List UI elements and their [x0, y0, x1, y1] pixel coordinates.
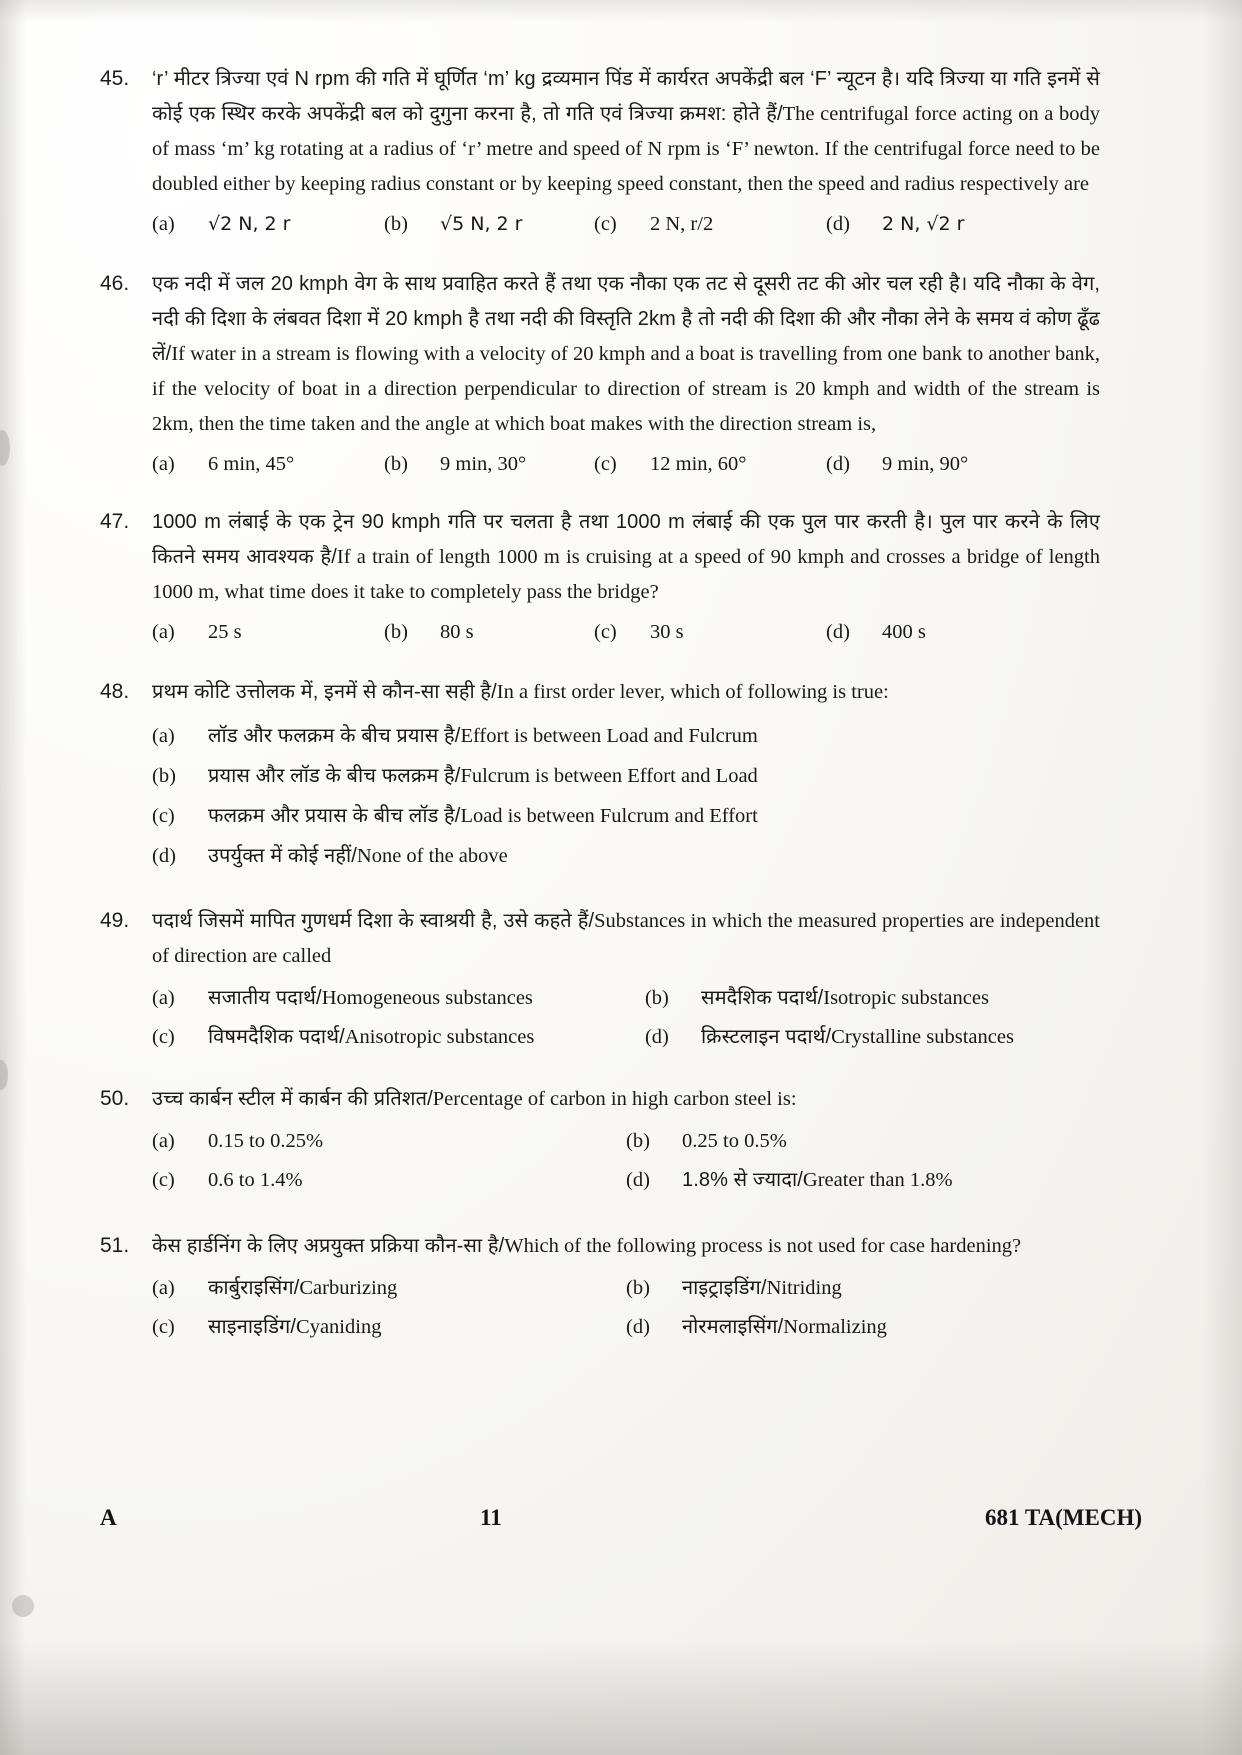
option-text-english: Greater than 1.8% — [802, 1169, 953, 1191]
question-stem-hindi: केस हार्डनिंग के लिए अप्रयुक्त प्रक्रिया कौन-सा है/ — [152, 1235, 505, 1257]
option-text-hindi: क्रिस्टलाइन पदार्थ/ — [700, 1026, 832, 1048]
question-stem — [152, 505, 1100, 610]
option-c[interactable] — [152, 1309, 626, 1346]
option-tag: (b) — [384, 213, 408, 235]
question-stem-hindi: एक नदी में जल 20 kmph वेग के साथ प्रवाहित करते हैं तथा एक नौका एक तट से दूसरी तट की ओर चल रही है। यदि नौका के वेग, नदी की दिशा के लंबवत दिशा में 20 kmph है तथा नदी की विस्तृति 2km है तो नदी की दिशा की और नौका लेने के समय वं कोण ढूँढ लें/ — [152, 273, 1100, 365]
question-stem-english: If a train of length 1000 m is cruising at a speed of 90 kmph and crosses a bridge of length 1000 m, what time does it take to completely pass the bridge? — [152, 546, 1100, 603]
question-stem-hindi: पदार्थ जिसमें मापित गुणधर्म दिशा के स्वाश्रयी है, उसे कहते हैं/ — [152, 910, 595, 932]
option-text-hindi: उपर्युक्त में कोई नहीं/ — [208, 845, 357, 867]
question-stem-hindi: 1000 m लंबाई के एक ट्रेन 90 kmph गति पर चलता है तथा 1000 m लंबाई की एक पुल पार करती है। पुल पार करने के लिए कितने समय आवश्यक है/ — [152, 511, 1100, 568]
option-tag: (c) — [152, 805, 175, 827]
question-number: 47. — [100, 510, 130, 533]
option-b[interactable] — [384, 616, 594, 649]
option-text: 30 s — [650, 621, 684, 643]
question-number: 49. — [100, 909, 130, 932]
option-text-english: Homogeneous substances — [321, 987, 533, 1009]
option-text: 25 s — [208, 621, 242, 643]
option-tag: (b) — [626, 1130, 650, 1152]
option-d[interactable] — [152, 838, 1100, 875]
question-49 — [100, 904, 1100, 1058]
question-50 — [100, 1082, 1100, 1201]
booklet-series: A — [100, 1505, 117, 1530]
question-stem-english: The centrifugal force acting on a body of mass ‘m’ kg rotating at a radius of ‘r’ metre and speed of N rpm is ‘F’ newton. If the centrifugal force need to be doubled either by keeping radius constant or by keeping speed constant, then the speed and radius respectively are — [152, 103, 1101, 195]
scan-edge-shadow-right — [1202, 0, 1242, 1755]
option-text-hindi: फलक्रम और प्रयास के बीच लॉड है/ — [208, 805, 461, 827]
option-d[interactable] — [826, 208, 1026, 241]
option-b[interactable] — [626, 1123, 1100, 1160]
option-text-hindi: 1.8% से ज्यादा/ — [682, 1169, 803, 1191]
option-d[interactable] — [826, 448, 1026, 481]
option-c[interactable] — [152, 1019, 645, 1056]
option-tag: (d) — [626, 1169, 650, 1191]
option-text: 2 N, √2 r — [882, 213, 965, 235]
option-a[interactable] — [152, 448, 384, 481]
option-text: 400 s — [882, 621, 926, 643]
scan-edge-shadow-top — [0, 0, 1242, 22]
option-tag: (c) — [152, 1316, 175, 1338]
options-stack — [152, 718, 1100, 875]
option-tag: (b) — [384, 621, 408, 643]
option-tag: (b) — [152, 765, 176, 787]
option-tag: (a) — [152, 453, 175, 475]
option-text: 9 min, 30° — [440, 453, 527, 475]
question-stem-english: Percentage of carbon in high carbon steel is: — [432, 1088, 797, 1110]
option-b[interactable] — [384, 448, 594, 481]
option-text-english: Normalizing — [783, 1316, 887, 1338]
option-text-english: 0.25 to 0.5% — [682, 1130, 787, 1152]
option-text-hindi: नोरमलाइसिंग/ — [682, 1316, 784, 1338]
page-number: 11 — [479, 1505, 502, 1530]
option-tag: (b) — [644, 987, 669, 1009]
option-text: 6 min, 45° — [208, 453, 295, 475]
option-text-hindi: लॉड और फलक्रम के बीच प्रयास है/ — [208, 725, 461, 747]
option-text-english: Carburizing — [299, 1277, 398, 1299]
option-text-hindi: समदैशिक पदार्थ/ — [700, 987, 824, 1009]
option-a[interactable] — [152, 1123, 626, 1160]
question-number: 51. — [100, 1234, 130, 1257]
option-tag: (c) — [594, 453, 617, 475]
option-tag: (c) — [594, 213, 617, 235]
option-text-hindi: प्रयास और लॉड के बीच फलक्रम है/ — [208, 765, 461, 787]
option-d[interactable] — [645, 1019, 1100, 1056]
question-stem-hindi: ‘r’ मीटर त्रिज्या एवं N rpm की गति में घूर्णित ‘m’ kg द्रव्यमान पिंड में कार्यरत अपकेंद्री बल ‘F’ न्यूटन है। यदि त्रिज्या या गति इनमें से कोई एक स्थिर करके अपकेंद्री बल को दुगुना करना है, तो गति एवं त्रिज्या क्रमश: होते हैं/ — [152, 68, 1100, 125]
option-a[interactable] — [152, 1270, 626, 1307]
option-text-english: Anisotropic substances — [344, 1026, 535, 1048]
option-text: 12 min, 60° — [650, 453, 747, 475]
option-text-english: None of the above — [356, 845, 508, 867]
option-b[interactable] — [626, 1270, 1100, 1307]
option-tag: (a) — [152, 987, 175, 1009]
question-stem — [152, 267, 1100, 442]
question-stem-hindi: प्रथम कोटि उत्तोलक में, इनमें से कौन-सा सही है/ — [152, 681, 497, 703]
option-a[interactable] — [152, 980, 645, 1017]
option-b[interactable] — [645, 980, 1100, 1017]
option-tag: (d) — [644, 1026, 669, 1048]
paper-edge-nick — [0, 1060, 8, 1090]
option-c[interactable] — [152, 798, 1100, 835]
option-tag: (b) — [626, 1277, 650, 1299]
question-stem — [152, 675, 1100, 710]
option-tag: (a) — [152, 213, 175, 235]
option-text-english: Cyaniding — [296, 1316, 382, 1338]
option-text-english: Fulcrum is between Effort and Load — [460, 765, 758, 787]
option-b[interactable] — [152, 758, 1100, 795]
option-text: 2 N, r/2 — [650, 213, 714, 235]
option-tag: (a) — [152, 1130, 175, 1152]
option-text-english: Load is between Fulcrum and Effort — [460, 805, 758, 827]
question-number: 50. — [100, 1087, 130, 1110]
question-stem — [152, 1082, 1100, 1117]
option-b[interactable] — [384, 208, 594, 241]
option-text: 80 s — [440, 621, 474, 643]
option-d[interactable] — [626, 1162, 1100, 1199]
question-stem-english: If water in a stream is flowing with a velocity of 20 kmph and a boat is travelling from one bank to another bank, if the velocity of boat in a direction perpendicular to direction of stream is 20 kmph and width of the stream is 2km, then the time taken and the angle at which boat makes with the direction stream is, — [152, 343, 1100, 435]
option-tag: (d) — [152, 845, 176, 867]
option-tag: (b) — [384, 453, 408, 475]
option-text-english: Effort is between Load and Fulcrum — [460, 725, 758, 747]
option-text-hindi: सजातीय पदार्थ/ — [208, 987, 322, 1009]
option-tag: (a) — [152, 1277, 175, 1299]
question-47 — [100, 505, 1100, 649]
option-text-hindi: कार्बुराइसिंग/ — [208, 1277, 300, 1299]
question-number: 46. — [100, 272, 130, 295]
option-c[interactable] — [594, 616, 826, 649]
option-c[interactable] — [152, 1162, 626, 1199]
scan-edge-shadow-bottom — [0, 1605, 1242, 1755]
question-51 — [100, 1229, 1100, 1348]
options-row — [152, 448, 1100, 481]
option-text-hindi: विषमदैशिक पदार्थ/ — [208, 1026, 345, 1048]
paper-edge-nick — [0, 430, 10, 466]
option-tag: (d) — [626, 1316, 650, 1338]
option-a[interactable] — [152, 718, 1100, 755]
question-stem — [152, 1229, 1100, 1264]
question-48 — [100, 675, 1100, 878]
option-text: √5 N, 2 r — [440, 213, 523, 235]
option-text-english: Crystalline substances — [831, 1026, 1014, 1048]
option-a[interactable] — [152, 208, 384, 241]
option-text-english: 0.15 to 0.25% — [208, 1130, 324, 1152]
paper-edge-nick — [12, 1595, 34, 1617]
option-text-english: Isotropic substances — [823, 987, 989, 1009]
option-c[interactable] — [594, 208, 826, 241]
options-grid — [152, 980, 1100, 1058]
options-row — [152, 208, 1100, 241]
question-stem-english: In a first order lever, which of following is true: — [496, 681, 889, 703]
option-tag: (c) — [152, 1169, 175, 1191]
scan-edge-shadow-left — [0, 0, 26, 1755]
option-text: √2 N, 2 r — [208, 213, 291, 235]
option-text-english: 0.6 to 1.4% — [208, 1169, 303, 1191]
option-tag: (c) — [152, 1026, 175, 1048]
option-d[interactable] — [826, 616, 1026, 649]
options-grid — [152, 1270, 1100, 1348]
paper-code: 681 TA(MECH) — [985, 1505, 1142, 1530]
question-stem-english: Which of the following process is not used for case hardening? — [504, 1235, 1022, 1257]
option-a[interactable] — [152, 616, 384, 649]
question-45 — [100, 62, 1100, 241]
option-tag: (d) — [826, 213, 850, 235]
question-number: 48. — [100, 680, 130, 703]
option-tag: (d) — [826, 453, 850, 475]
option-text-hindi: नाइट्राइडिंग/ — [682, 1277, 767, 1299]
question-stem-english: Substances in which the measured properties are independent of direction are called — [152, 910, 1101, 967]
option-text: 9 min, 90° — [882, 453, 969, 475]
options-grid — [152, 1123, 1100, 1201]
page-footer — [100, 1505, 1142, 1531]
option-c[interactable] — [594, 448, 826, 481]
option-tag: (c) — [594, 621, 617, 643]
question-list — [100, 62, 1100, 1348]
question-stem — [152, 62, 1100, 202]
question-stem-hindi: उच्च कार्बन स्टील में कार्बन की प्रतिशत/ — [152, 1088, 433, 1110]
option-tag: (a) — [152, 621, 175, 643]
option-text-english: Nitriding — [766, 1277, 842, 1299]
option-text-hindi: साइनाइडिंग/ — [208, 1316, 297, 1338]
question-46 — [100, 267, 1100, 481]
options-row — [152, 616, 1100, 649]
option-d[interactable] — [626, 1309, 1100, 1346]
option-tag: (d) — [826, 621, 850, 643]
question-number: 45. — [100, 67, 130, 90]
option-tag: (a) — [152, 725, 175, 747]
question-stem — [152, 904, 1100, 974]
